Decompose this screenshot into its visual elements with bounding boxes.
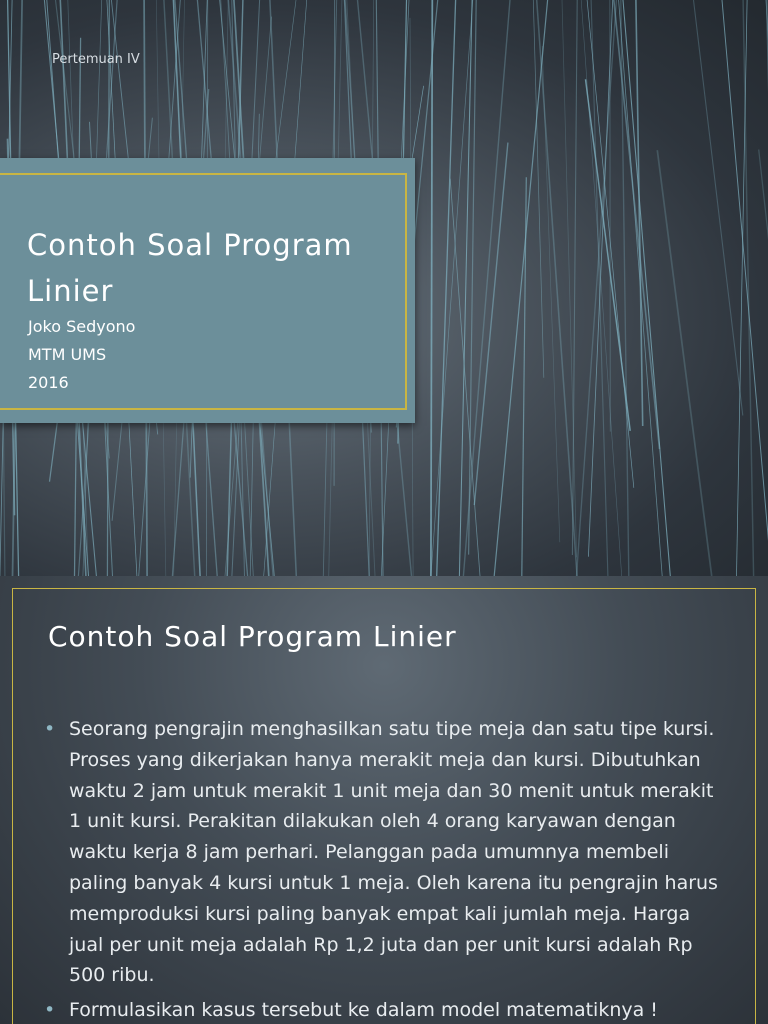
bullet-dot-icon: • <box>44 718 56 740</box>
presentation-title: Contoh Soal Program Linier <box>27 228 353 308</box>
background-line <box>537 0 577 576</box>
institution-name: MTM UMS <box>28 345 107 364</box>
background-line <box>494 0 547 576</box>
background-line <box>743 0 754 576</box>
background-line <box>636 0 643 426</box>
background-line <box>431 0 473 576</box>
background-line <box>450 179 480 576</box>
background-line <box>591 0 608 576</box>
background-line <box>588 0 612 557</box>
background-line <box>759 150 768 577</box>
presentation-year: 2016 <box>28 373 69 392</box>
title-box <box>0 158 415 423</box>
bullet-item <box>44 714 724 991</box>
author-name: Joko Sedyono <box>28 317 136 336</box>
bullet-list <box>44 714 724 1024</box>
content-slide <box>0 576 768 1024</box>
slide-header: Pertemuan IV <box>52 52 140 67</box>
background-line <box>572 0 577 555</box>
bullet-dot-icon: • <box>44 999 56 1022</box>
bullet-text: Seorang pengrajin menghasilkan satu tipe meja dan satu tipe kursi. Proses yang dikerjakan hanya merakit meja dan kursi. Dibutuhkan waktu 2 jam untuk merakit 1 unit meja dan 30 menit untuk merakit 1 unit kursi. Perakitan dilakukan oleh 4 orang karyawan dengan waktu kerja 8 jam perhari. Pelanggan pada umumnya membeli paling banyak 4 kursi untuk 1 meja. Oleh karena itu pengrajin harus memproduksi kursi paling banyak empat kali jumlah meja. Harga jual per unit meja adalah Rp 1,2 juta dan per unit kursi adalah Rp 500 ribu. <box>69 718 718 987</box>
bullet-item <box>44 995 724 1024</box>
background-line <box>737 0 748 576</box>
bullet-text: Formulasikan kasus tersebut ke dalam model matematiknya ! <box>69 999 658 1022</box>
content-title: Contoh Soal Program Linier <box>48 620 457 653</box>
background-line <box>623 0 670 576</box>
background-line <box>694 0 743 416</box>
background-line <box>437 0 456 576</box>
background-line <box>431 0 432 576</box>
background-line <box>581 0 622 576</box>
background-line <box>474 143 508 506</box>
